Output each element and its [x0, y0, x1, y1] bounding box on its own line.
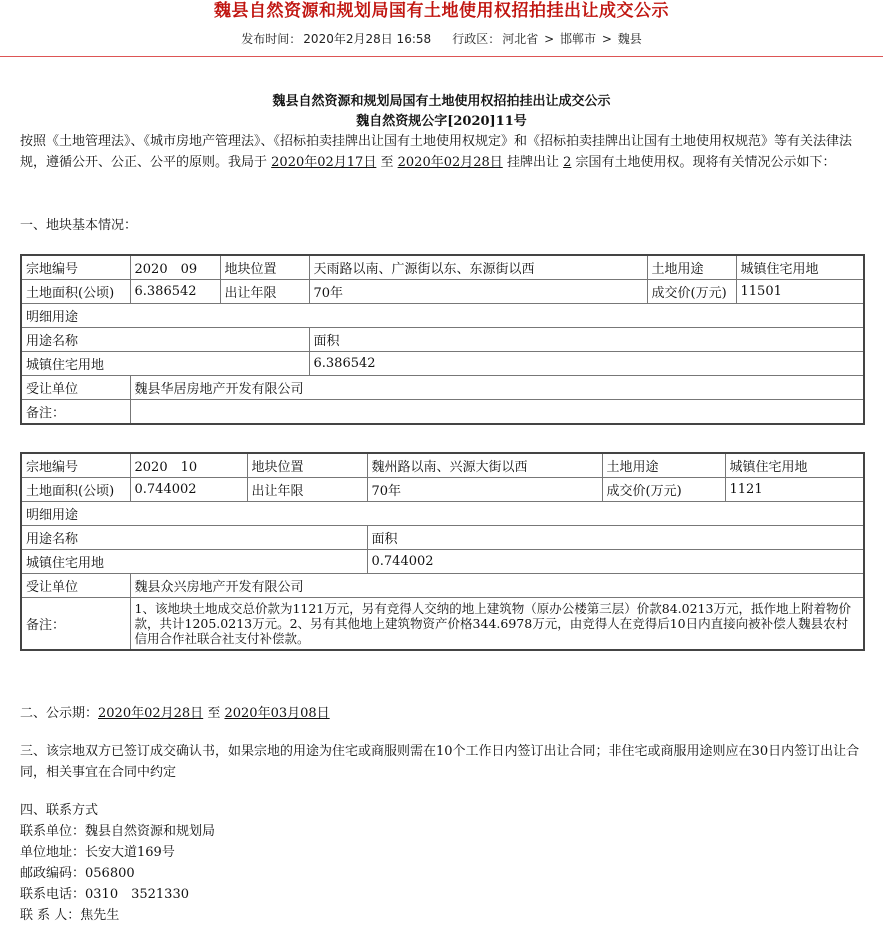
detail-use-name: 城镇住宅用地	[21, 352, 309, 376]
cell-label: 地块位置	[247, 453, 367, 478]
breadcrumb-separator: >	[601, 32, 612, 46]
publish-time-label: 发布时间：	[241, 32, 302, 46]
parcel-price: 11501	[736, 280, 864, 304]
parcel-note: 1、该地块土地成交总价款为1121万元，另有竞得人交纳的地上建筑物（原办公楼第三层）价款84.0213万元，抵作地上附着物价款，共计1205.0213万元。2、另有其他地上建筑物资产价格344.6978万元，由竞得人在竞得后10日内直接向被补偿人魏县农村信用合作社联合社支付补偿款。	[130, 598, 864, 651]
page-title: 魏县自然资源和规划局国有土地使用权招拍挂出让成交公示	[214, 1, 669, 21]
publish-time: 2020年2月28日 16:58	[303, 32, 432, 46]
region-county-link[interactable]: 魏县	[617, 32, 642, 46]
parcel-location: 魏州路以南、兴源大街以西	[367, 453, 602, 478]
cell-label: 出让年限	[220, 280, 309, 304]
parcel-count: 2	[563, 155, 572, 170]
cell-label: 备注：	[21, 400, 130, 425]
parcel-table-2	[20, 452, 865, 651]
parcel-note	[130, 400, 864, 425]
table-row	[21, 280, 864, 304]
cell-label: 宗地编号	[21, 255, 130, 280]
table-row	[21, 598, 864, 651]
parcel-location: 天雨路以南、广源街以东、东源街以西	[309, 255, 647, 280]
parcel-buyer: 魏县华居房地产开发有限公司	[130, 376, 864, 400]
contact-unit: 联系单位：魏县自然资源和规划局	[20, 824, 216, 839]
parcel-code: 2020 09	[130, 255, 220, 280]
table-row	[21, 400, 864, 425]
section-1-heading: 一、地块基本情况：	[20, 218, 138, 233]
cell-label: 受让单位	[21, 376, 130, 400]
listing-start-date: 2020年02月17日	[271, 155, 377, 170]
cell-label: 用途名称	[21, 328, 309, 352]
table-row	[21, 526, 864, 550]
intro-text: 挂牌出让	[506, 155, 559, 170]
parcel-buyer: 魏县众兴房地产开发有限公司	[130, 574, 864, 598]
parcel-price: 1121	[725, 478, 864, 502]
region-city-link[interactable]: 邯郸市	[559, 32, 596, 46]
table-row	[21, 255, 864, 280]
table-row	[21, 574, 864, 598]
period-start-date: 2020年02月28日	[98, 706, 204, 721]
cell-label: 用途名称	[21, 526, 367, 550]
period-to: 至	[207, 706, 221, 721]
contact-block	[20, 800, 215, 926]
period-end-date: 2020年03月08日	[224, 706, 330, 721]
detail-use-area: 0.744002	[367, 550, 864, 574]
header-divider	[0, 56, 883, 57]
parcel-area: 6.386542	[130, 280, 220, 304]
parcel-use: 城镇住宅用地	[725, 453, 864, 478]
parcel-term: 70年	[367, 478, 602, 502]
section-3-paragraph: 三、该宗地双方已签订成交确认书，如果宗地的用途为住宅或商服则需在10个工作日内签订出让合同；非住宅或商服用途则应在30日内签订出让合同，相关事宜在合同中约定	[20, 744, 860, 780]
intro-to: 至	[380, 155, 394, 170]
cell-label: 土地用途	[602, 453, 725, 478]
contact-phone: 联系电话：0310 3521330	[20, 887, 189, 902]
table-row	[21, 304, 864, 328]
cell-label: 土地面积(公顷)	[21, 280, 130, 304]
table-row	[21, 550, 864, 574]
parcel-code: 2020 10	[130, 453, 247, 478]
parcel-area: 0.744002	[130, 478, 247, 502]
parcel-use: 城镇住宅用地	[736, 255, 864, 280]
document-number: 魏自然资规公字[2020]11号	[356, 114, 527, 129]
publish-meta	[0, 30, 883, 47]
cell-label: 土地面积(公顷)	[21, 478, 130, 502]
detail-use-area: 6.386542	[309, 352, 864, 376]
publicity-period	[20, 702, 330, 721]
table-row	[21, 478, 864, 502]
table-row	[21, 376, 864, 400]
cell-label: 面积	[309, 328, 864, 352]
detail-heading: 明细用途	[21, 502, 864, 526]
intro-paragraph	[20, 131, 865, 173]
document-title: 魏县自然资源和规划局国有土地使用权招拍挂出让成交公示	[272, 94, 611, 109]
listing-end-date: 2020年02月28日	[397, 155, 503, 170]
cell-label: 成交价(万元)	[647, 280, 736, 304]
parcel-table-1	[20, 254, 865, 425]
cell-label: 成交价(万元)	[602, 478, 725, 502]
cell-label: 地块位置	[220, 255, 309, 280]
table-row	[21, 352, 864, 376]
period-label: 二、公示期：	[20, 706, 99, 721]
cell-label: 土地用途	[647, 255, 736, 280]
table-row	[21, 453, 864, 478]
cell-label: 宗地编号	[21, 453, 130, 478]
cell-label: 出让年限	[247, 478, 367, 502]
table-row	[21, 502, 864, 526]
cell-label: 备注：	[21, 598, 130, 651]
table-row	[21, 328, 864, 352]
region-label: 行政区：	[452, 32, 501, 46]
detail-heading: 明细用途	[21, 304, 864, 328]
intro-text: 宗国有土地使用权。现将有关情况公示如下：	[575, 155, 836, 170]
contact-postcode: 邮政编码：056800	[20, 866, 135, 881]
breadcrumb-separator: >	[544, 32, 555, 46]
detail-use-name: 城镇住宅用地	[21, 550, 367, 574]
cell-label: 面积	[367, 526, 864, 550]
cell-label: 受让单位	[21, 574, 130, 598]
contact-person: 联 系 人：焦先生	[20, 908, 120, 923]
contact-address: 单位地址：长安大道169号	[20, 845, 175, 860]
intro-text: 按照《土地管理法》、《城市房地产管理法》、《招标拍卖挂牌出让国有土地使用权规定》和《招标拍卖挂牌出让国有土地使用权规范》等有关法律法规，遵循公开、公正、公平的原则。我局于	[20, 134, 853, 170]
parcel-term: 70年	[309, 280, 647, 304]
contact-heading: 四、联系方式	[20, 803, 99, 818]
region-province-link[interactable]: 河北省	[502, 32, 539, 46]
